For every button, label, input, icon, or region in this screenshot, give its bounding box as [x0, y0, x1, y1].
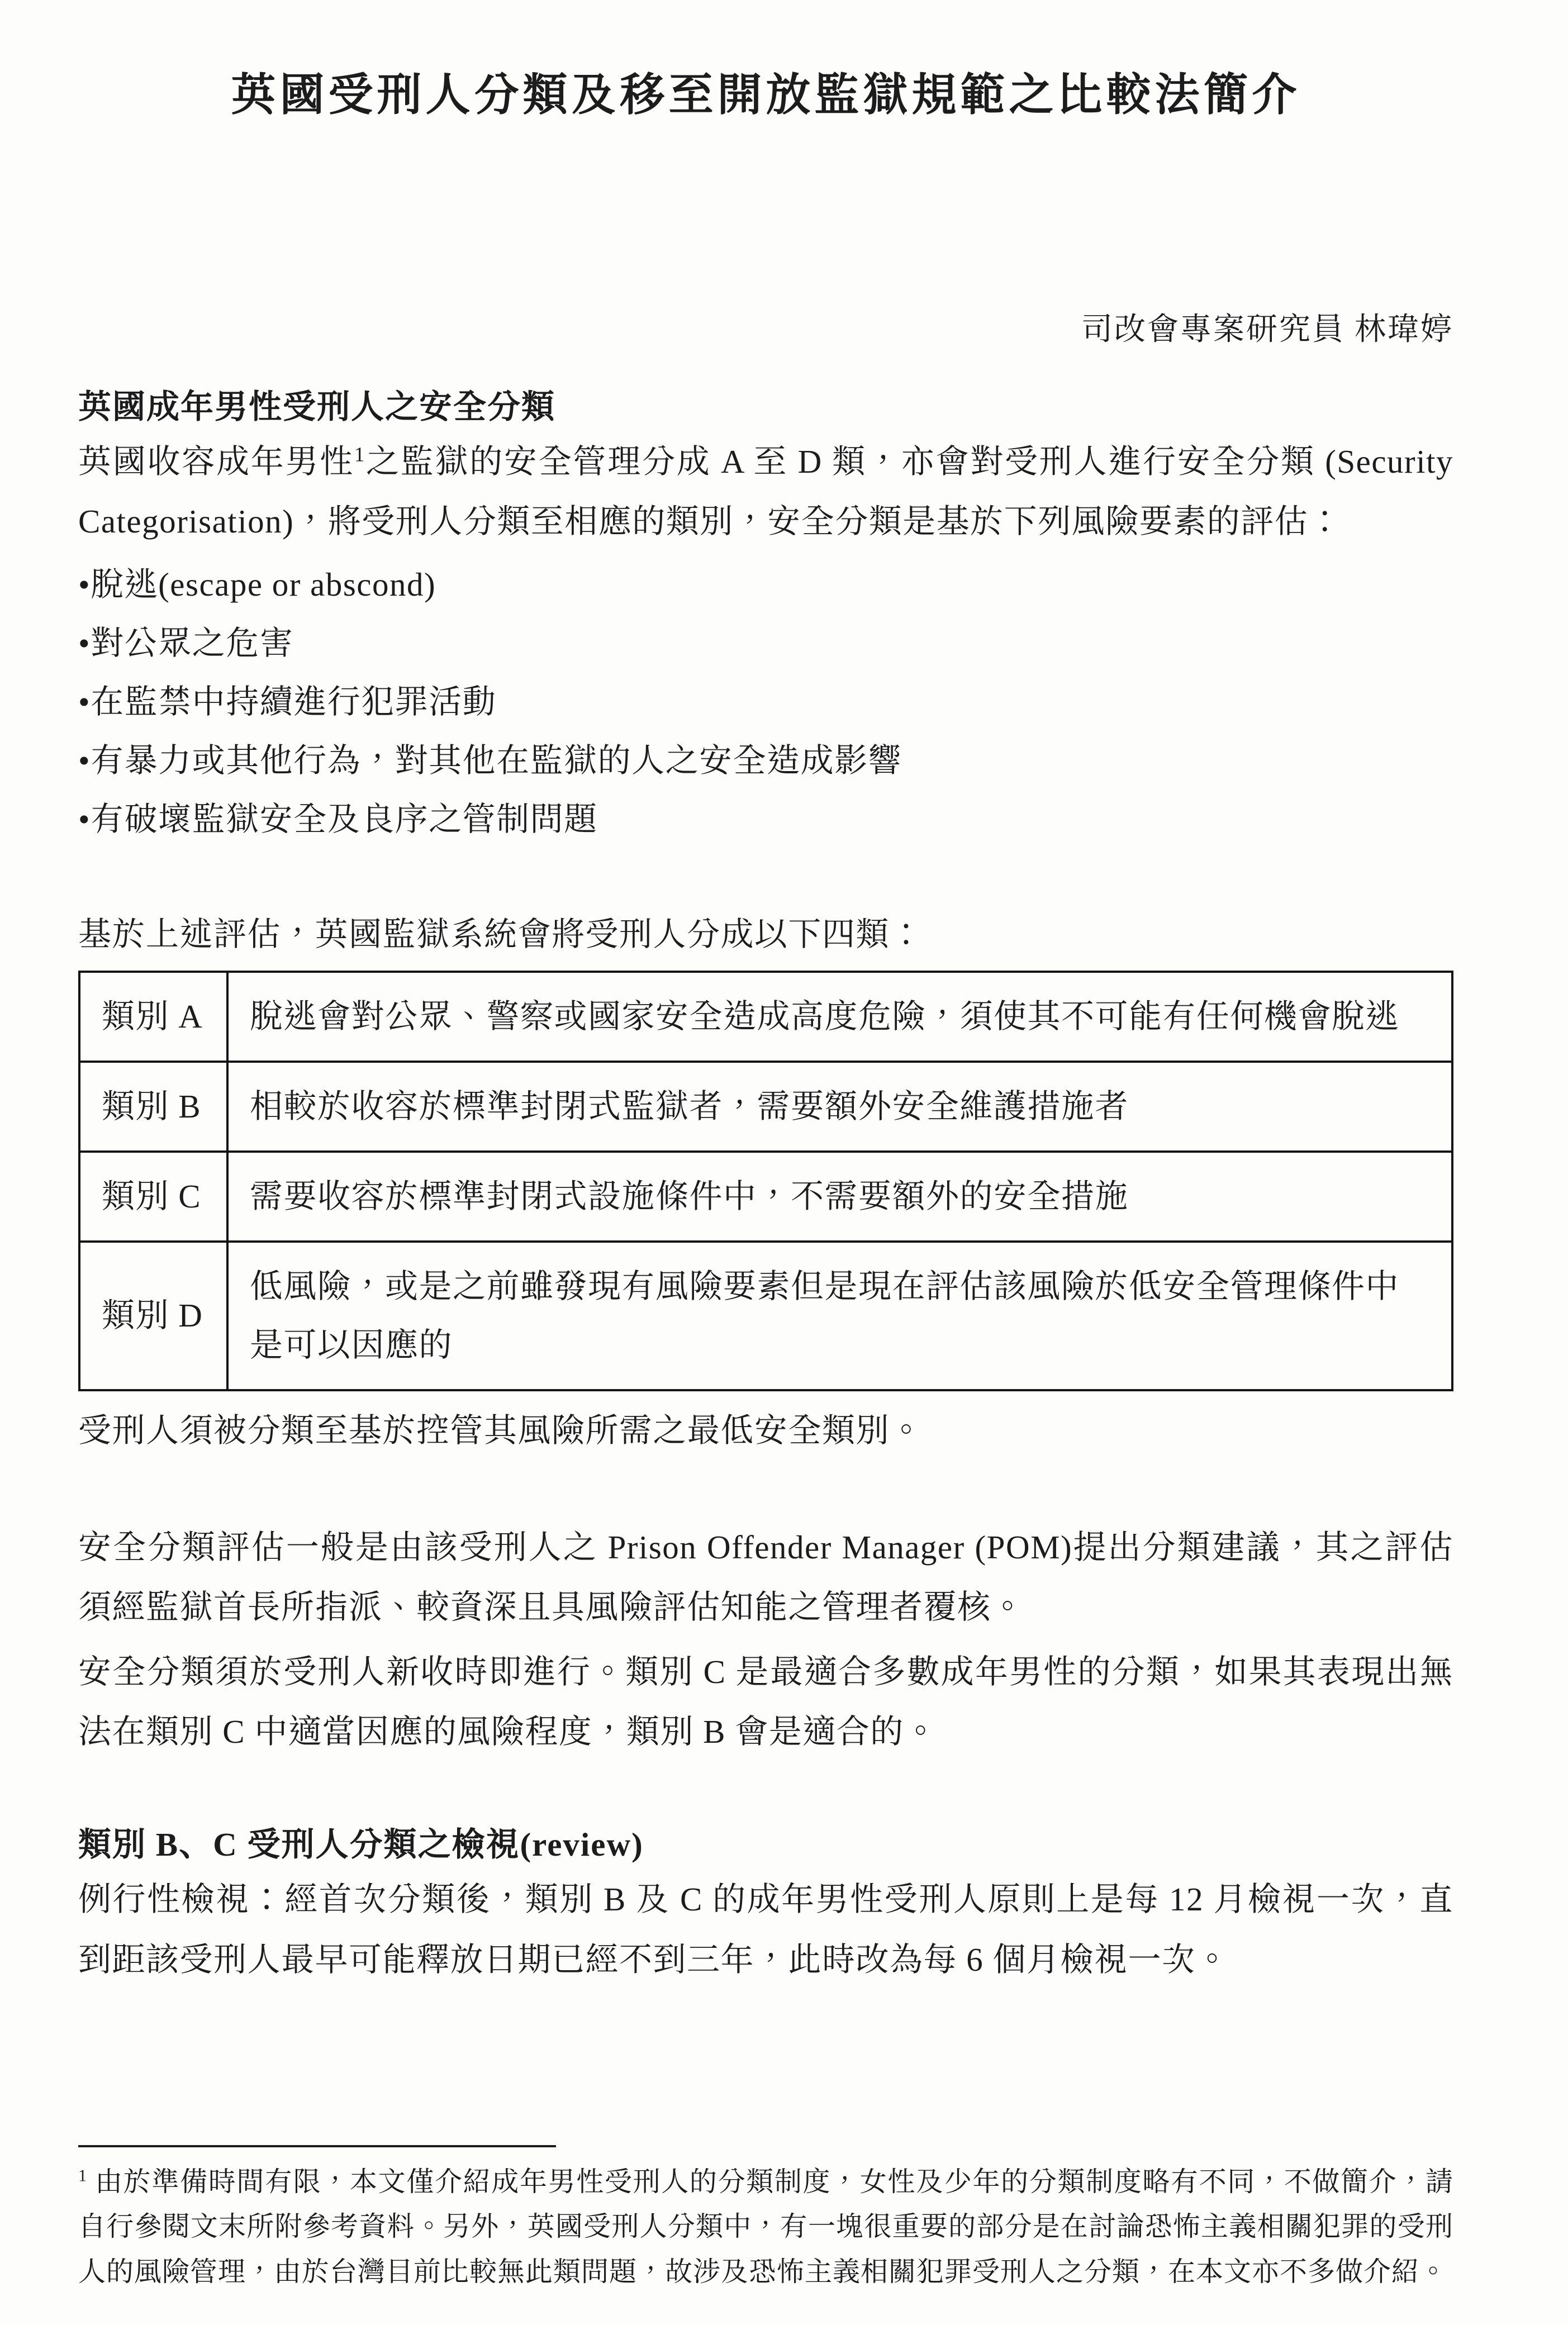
footnote-text — [78, 2160, 1453, 2294]
paragraph-intro — [78, 432, 1453, 552]
category-label-cell: 類別 D — [79, 1242, 227, 1390]
paragraph-initial-classification: 安全分類須於受刑人新收時即進行。類別 C 是最適合多數成年男性的分類，如果其表現出無法在類別 C 中適當因應的風險程度，類別 B 會是適合的。 — [78, 1653, 1453, 1751]
paragraph-review: 例行性檢視：經首次分類後，類別 B 及 C 的成年男性受刑人原則上是每 12 月檢視一次，直到距該受刑人最早可能釋放日期已經不到三年，此時改為每 6 個月檢視一次。 — [78, 1881, 1453, 1978]
paragraph-text: 英國收容成年男性 — [78, 443, 354, 480]
author-line: 司改會專案研究員 林瑋婷 — [1081, 312, 1453, 347]
table-row — [79, 972, 1452, 1062]
category-description-cell: 低風險，或是之前雖發現有風險要素但是現在評估該風險於低安全管理條件中是可以因應的 — [227, 1242, 1452, 1390]
footnote-ref-marker: 1 — [354, 443, 365, 466]
category-label-cell: 類別 A — [79, 972, 227, 1062]
list-item: •在監禁中持續進行犯罪活動 — [78, 683, 497, 720]
category-table — [78, 971, 1453, 1391]
table-row — [79, 1062, 1452, 1152]
list-item: •有破壞監獄安全及良序之管制問題 — [78, 800, 598, 838]
footnote-marker: 1 — [78, 2166, 88, 2185]
footnote-section — [78, 2112, 1453, 2294]
category-label-cell: 類別 C — [79, 1152, 227, 1242]
category-description-cell: 相較於收容於標準封閉式監獄者，需要額外安全維護措施者 — [227, 1062, 1452, 1152]
list-item: •對公眾之危害 — [78, 624, 294, 662]
list-item: •脫逃(escape or abscond) — [78, 565, 436, 603]
category-description-cell: 脫逃會對公眾、警察或國家安全造成高度危險，須使其不可能有任何機會脫逃 — [227, 972, 1452, 1062]
list-item: •有暴力或其他行為，對其他在監獄的人之安全造成影響 — [78, 741, 902, 779]
paragraph-text: 之監獄的安全管理分成 A 至 D 類，亦會對受刑人進行安全分類 (Security Categorisation)，將受刑人分類至相應的類別，安全分類是基於下列風險要素的評估： — [78, 443, 1453, 540]
category-description-cell: 需要收容於標準封閉式設施條件中，不需要額外的安全措施 — [227, 1152, 1452, 1242]
table-row — [79, 1242, 1452, 1390]
footnote-body: 由於準備時間有限，本文僅介紹成年男性受刑人的分類制度，女性及少年的分類制度略有不同，不做簡介，請自行參閱文末所附參考資料。另外，英國受刑人分類中，有一塊很重要的部分是在討論恐怖主義相關犯罪的受刑人的風險管理，由於台灣目前比較無此類問題，故涉及恐怖主義相關犯罪受刑人之分類，在本文亦不多做介紹。 — [78, 2166, 1454, 2287]
table-note-text: 受刑人須被分類至基於控管其風險所需之最低安全類別。 — [78, 1411, 924, 1449]
paragraph-pom: 安全分類評估一般是由該受刑人之 Prison Offender Manager (POM)提出分類建議，其之評估須經監獄首長所指派、較資深且具風險評估知能之管理者覆核。 — [78, 1528, 1453, 1626]
section-heading-security-classification: 英國成年男性受刑人之安全分類 — [78, 388, 556, 425]
table-row — [79, 1152, 1452, 1242]
section-heading-review: 類別 B、C 受刑人分類之檢視(review) — [78, 1826, 644, 1863]
category-label-cell: 類別 B — [79, 1062, 227, 1152]
risk-factor-list — [78, 555, 1453, 849]
table-intro-text: 基於上述評估，英國監獄系統會將受刑人分成以下四類： — [78, 915, 924, 953]
paragraph-block — [78, 1513, 1453, 1762]
footnote-divider — [78, 2145, 556, 2147]
page-title: 英國受刑人分類及移至開放監獄規範之比較法簡介 — [231, 71, 1301, 120]
